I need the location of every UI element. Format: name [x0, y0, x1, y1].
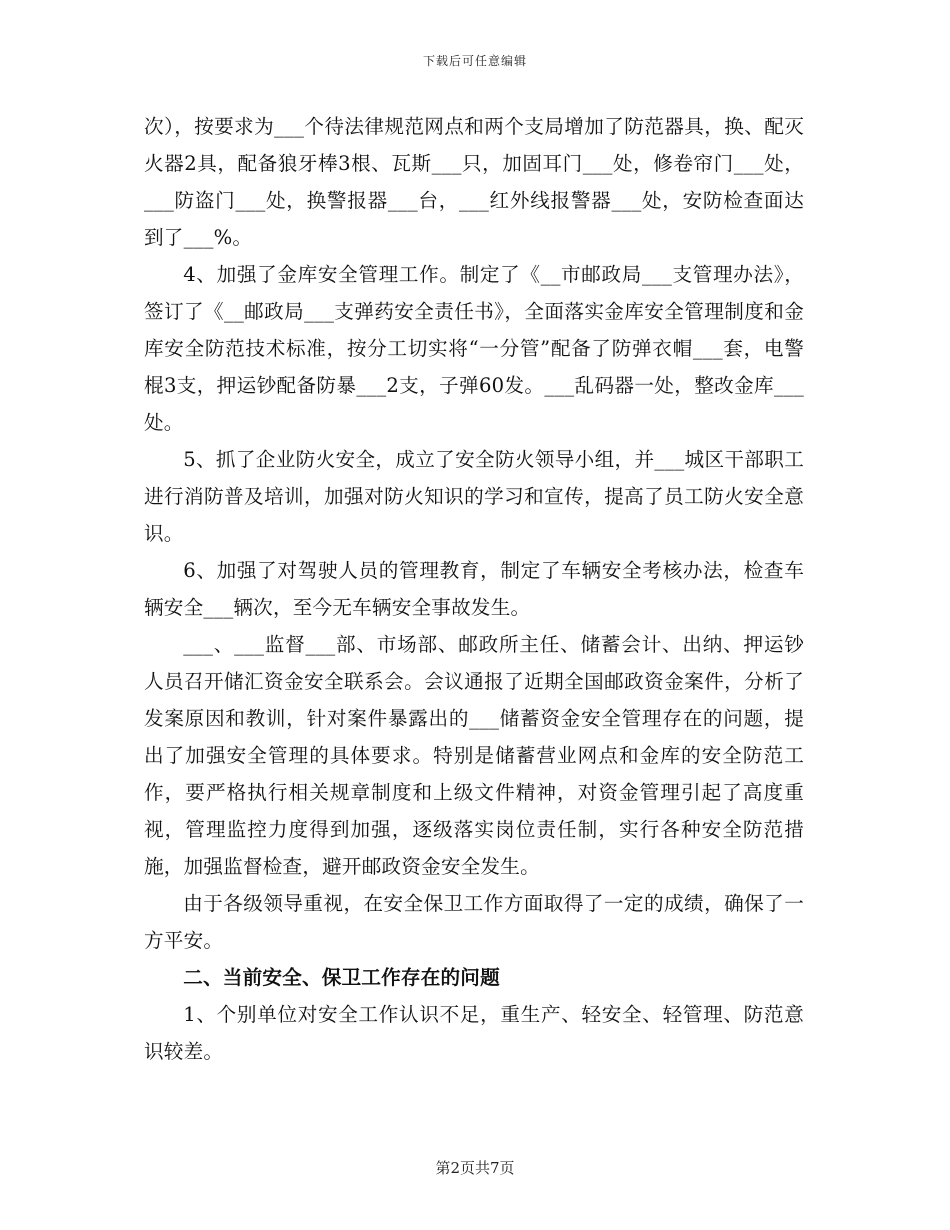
- page-header: 下载后可任意编辑: [422, 54, 527, 68]
- paragraph-item-5: 5、抓了企业防火安全，成立了安全防火领导小组，并___城区干部职工进行消防普及培训，加强对防火知识的学习和宣传，提高了员工防火安全意识。: [144, 448, 804, 545]
- paragraph-continuation: 次），按要求为___个待法律规范网点和两个支局增加了防范器具，换、配灭火器2具，配备狼牙棒3根、瓦斯___只，加固耳门___处，修卷帘门___处，___防盗门___处，换警报器___台，___红外线报警器___处，安防检查面达到了___%。: [144, 115, 805, 249]
- section-heading: 二、当前安全、保卫工作存在的问题: [183, 966, 500, 989]
- paragraph-meeting: ___、___监督___部、市场部、邮政所主任、储蓄会计、出纳、押运钞人员召开储汇资金安全联系会。会议通报了近期全国邮政资金案件，分析了发案原因和教训，针对案件暴露出的___储蓄资金安全管理存在的问题，提出了加强安全管理的具体要求。特别是储蓄营业网点和金库的安全防范工作，要严格执行相关规章制度和上级文件精神，对资金管理引起了高度重视，管理监控力度得到加强，逐级落实岗位责任制，实行各种安全防范措施，加强监督检查，避开邮政资金安全发生。: [144, 633, 804, 878]
- paragraph-item-4: 4、加强了金库安全管理工作。制定了《__市邮政局___支管理办法》，签订了《__邮政局___支弹药安全责任书》，全面落实金库安全管理制度和金库安全防范技术标准，按分工切实将“一分管”配备了防弹衣帽___套，电警棍3支，押运钞配备防暴___2支，子弹60发。___乱码器一处，整改金库___处。: [144, 263, 804, 434]
- paragraph-item-6: 6、加强了对驾驶人员的管理教育，制定了车辆安全考核办法，检查车辆安全___辆次，至今无车辆安全事故发生。: [144, 559, 804, 619]
- paragraph-summary: 由于各级领导重视，在安全保卫工作方面取得了一定的成绩，确保了一方平安。: [144, 892, 804, 952]
- page-footer: 第2页共7页: [435, 1159, 515, 1177]
- paragraph-problem-1: 1、个别单位对安全工作认识不足，重生产、轻安全、轻管理、防范意识较差。: [144, 1003, 804, 1063]
- document-body: [144, 108, 804, 1070]
